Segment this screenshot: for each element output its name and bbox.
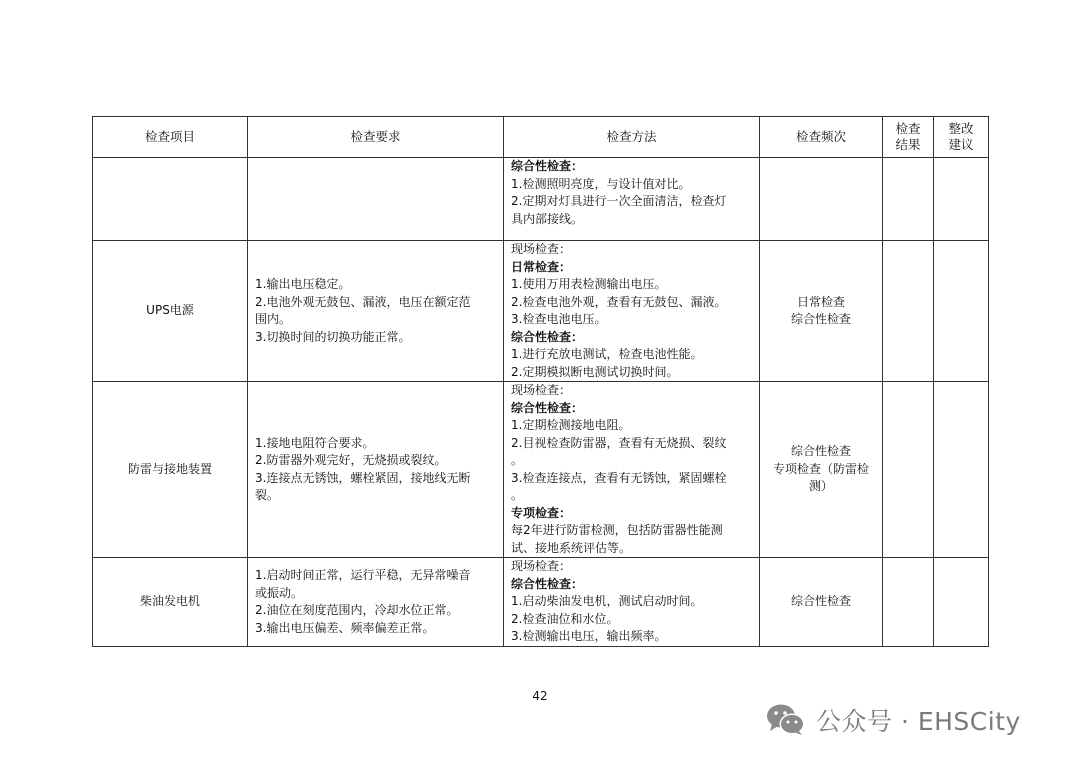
cell-item: 柴油发电机	[93, 558, 248, 647]
method-line: 每2年进行防雷检测，包括防雷器性能测	[511, 523, 723, 537]
method-line: 2.检查电池外观，查看有无鼓包、漏液。	[511, 294, 727, 309]
header-result-line: 结果	[895, 137, 921, 152]
requirement-line: 裂。	[255, 488, 280, 502]
method-line: 1.启动柴油发电机，测试启动时间。	[511, 594, 703, 608]
header-rectification-suggestion	[934, 117, 989, 158]
header-inspection-item: 检查项目	[93, 117, 248, 158]
requirement-line: 1.输出电压稳定。	[255, 277, 351, 291]
frequency-line: 综合性检查	[790, 594, 851, 609]
cell-frequency	[760, 241, 883, 382]
requirement-line: 围内。	[255, 312, 292, 326]
method-line: 1.进行充放电测试，检查电池性能。	[511, 347, 703, 361]
cell-method	[504, 241, 760, 382]
table-header-row	[93, 117, 989, 158]
header-inspection-frequency: 检查频次	[760, 117, 883, 158]
frequency-line: 测）	[808, 479, 833, 494]
cell-frequency	[760, 558, 883, 647]
method-line: 综合性检查：	[511, 576, 584, 591]
method-line: 3.检测输出电压，输出频率。	[511, 629, 667, 643]
frequency-line: 专项检查（防雷检	[772, 461, 869, 476]
cell-suggestion	[934, 382, 989, 558]
header-inspection-method: 检查方法	[504, 117, 760, 158]
requirement-line: 3.连接点无锈蚀，螺栓紧固，接地线无断	[255, 470, 471, 485]
cell-item	[93, 158, 248, 241]
method-line: 现场检查：	[511, 559, 572, 573]
method-line: 2.定期模拟断电测试切换时间。	[511, 364, 679, 379]
cell-requirements	[248, 158, 504, 241]
page-number: 42	[532, 689, 548, 703]
table-row-diesel-generator	[93, 558, 989, 647]
cell-suggestion	[934, 158, 989, 241]
method-line: 综合性检查：	[511, 329, 584, 344]
method-line: 3.检查电池电压。	[511, 312, 607, 326]
watermark-text: 公众号 · EHSCity	[816, 707, 1021, 736]
cell-result	[883, 158, 934, 241]
frequency-line: 综合性检查	[790, 312, 851, 326]
method-line: 。	[511, 453, 524, 467]
table-row-lightning-grounding	[93, 382, 989, 558]
cell-result	[883, 241, 934, 382]
cell-suggestion	[934, 558, 989, 647]
method-line: 专项检查：	[511, 505, 572, 520]
method-line: 1.检测照明亮度，与设计值对比。	[511, 176, 691, 191]
method-line: 具内部接线。	[511, 211, 584, 226]
requirement-line: 3.输出电压偏差、频率偏差正常。	[255, 620, 435, 635]
frequency-line: 日常检查	[796, 294, 845, 309]
table-row-lighting	[93, 158, 989, 241]
wechat-icon	[766, 703, 806, 737]
header-suggestion-line: 建议	[948, 137, 974, 152]
cell-result	[883, 382, 934, 558]
cell-method	[504, 558, 760, 647]
header-result-line: 检查	[895, 121, 921, 136]
cell-requirements	[248, 558, 504, 647]
method-line: 综合性检查：	[511, 400, 584, 415]
requirement-line: 1.启动时间正常，运行平稳，无异常噪音	[255, 568, 471, 582]
cell-method	[504, 158, 760, 241]
method-line: 3.检查连接点，查看有无锈蚀，紧固螺栓	[511, 470, 727, 485]
cell-item: 防雷与接地装置	[93, 382, 248, 558]
cell-suggestion	[934, 241, 989, 382]
header-suggestion-line: 整改	[948, 121, 974, 136]
cell-requirements	[248, 241, 504, 382]
requirement-line: 或振动。	[255, 585, 304, 600]
method-line: 现场检查：	[511, 383, 572, 397]
cell-item: UPS电源	[93, 241, 248, 382]
method-line: 2.目视检查防雷器，查看有无烧损、裂纹	[511, 435, 727, 450]
method-line: 。	[511, 488, 524, 502]
inspection-table	[92, 116, 989, 647]
method-line: 2.检查油位和水位。	[511, 611, 619, 626]
watermark	[766, 700, 1021, 740]
method-line: 1.使用万用表检测输出电压。	[511, 277, 667, 291]
header-inspection-result	[883, 117, 934, 158]
method-line: 2.定期对灯具进行一次全面清洁，检查灯	[511, 194, 727, 208]
requirement-line: 2.防雷器外观完好，无烧损或裂纹。	[255, 453, 447, 467]
cell-frequency	[760, 382, 883, 558]
header-inspection-requirements: 检查要求	[248, 117, 504, 158]
requirement-line: 3.切换时间的切换功能正常。	[255, 329, 411, 344]
method-line: 现场检查：	[511, 242, 572, 256]
cell-frequency	[760, 158, 883, 241]
method-line: 试、接地系统评估等。	[511, 540, 632, 555]
cell-result	[883, 558, 934, 647]
requirement-line: 2.电池外观无鼓包、漏液，电压在额定范	[255, 294, 471, 309]
requirement-line: 2.油位在刻度范围内，冷却水位正常。	[255, 603, 459, 617]
requirement-line: 1.接地电阻符合要求。	[255, 435, 375, 450]
frequency-line: 综合性检查	[790, 444, 851, 459]
cell-method	[504, 382, 760, 558]
cell-requirements	[248, 382, 504, 558]
method-line: 日常检查：	[511, 259, 572, 274]
table-row-ups	[93, 241, 989, 382]
method-line: 综合性检查：	[511, 159, 584, 173]
method-line: 1.定期检测接地电阻。	[511, 418, 631, 432]
